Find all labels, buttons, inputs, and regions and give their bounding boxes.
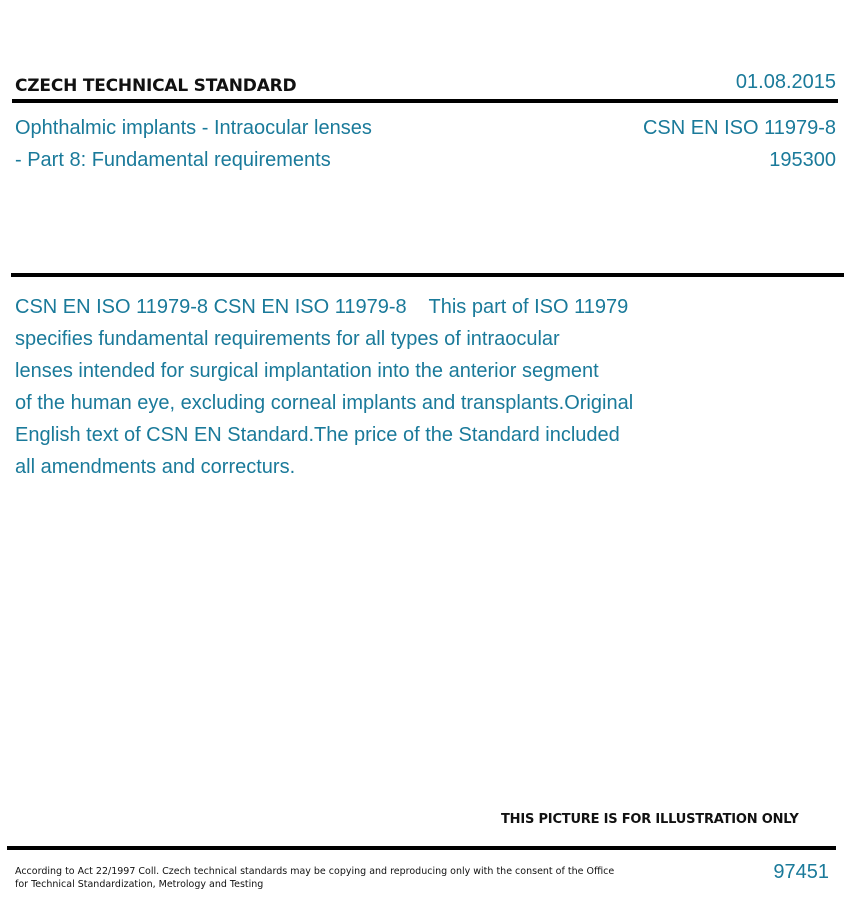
class-number: 195300 <box>769 149 836 171</box>
legal-notice <box>15 865 615 891</box>
footer-divider <box>7 846 836 850</box>
legal-notice-line-1: According to Act 22/1997 Coll. Czech technical standards may be copying and reproducing only with the consent of the Office <box>15 866 615 877</box>
standard-type-label: CZECH TECHNICAL STANDARD <box>15 76 297 96</box>
title-divider <box>11 273 844 277</box>
standard-title-line-2: - Part 8: Fundamental requirements <box>15 149 331 171</box>
standard-abstract: CSN EN ISO 11979-8 CSN EN ISO 11979-8 This part of ISO 11979 specifies fundamental requirements for all types of intraocular lenses intended for surgical implantation into the anterior segment of the human eye, excluding corneal implants and transplants.Original English text of CSN EN Standard.The price of the Standard included all amendments and correcturs. <box>15 296 634 478</box>
standard-title-line-1: Ophthalmic implants - Intraocular lenses <box>15 117 372 139</box>
legal-notice-line-2: for Technical Standardization, Metrology and Testing <box>15 879 264 890</box>
catalog-number: 97451 <box>773 861 829 883</box>
header-divider <box>12 99 838 103</box>
illustration-note: THIS PICTURE IS FOR ILLUSTRATION ONLY <box>501 812 799 827</box>
standard-code: CSN EN ISO 11979-8 <box>642 117 836 139</box>
publication-date: 01.08.2015 <box>735 71 836 93</box>
